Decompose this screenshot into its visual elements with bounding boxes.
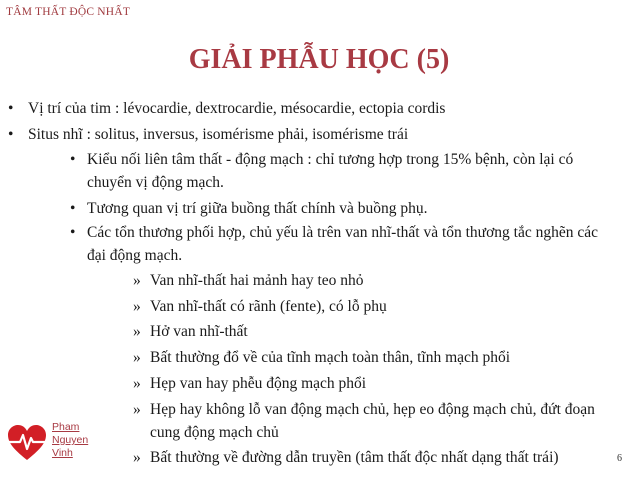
bullet-text: Van nhĩ-thất có rãnh (fente), có lỗ phụ	[150, 298, 387, 315]
bullet-text: Các tổn thương phối hợp, chủ yếu là trên van nhĩ-thất và tổn thương tắc nghẽn các đại động mạch.	[87, 224, 598, 264]
bullet-marker: •	[70, 200, 76, 217]
bullet-marker: »	[133, 272, 141, 289]
author-logo	[6, 421, 98, 467]
bullet-text: Hẹp hay không lỗ van động mạch chủ, hẹp eo động mạch chủ, đứt đoạn cung động mạch chủ	[150, 401, 595, 441]
logo-line: Nguyen	[52, 434, 89, 446]
logo-text	[52, 421, 88, 460]
logo-line: Pham	[52, 421, 80, 433]
bullet-text: Kiểu nối liên tâm thất - động mạch : chỉ tương hợp trong 15% bệnh, còn lại có chuyển vị động mạch.	[87, 151, 574, 191]
bullet-text: Situs nhĩ : solitus, inversus, isomérisme phải, isomérisme trái	[28, 126, 409, 143]
bullet-marker: »	[133, 323, 141, 340]
logo-line: Vinh	[52, 447, 73, 459]
bullet-marker: »	[133, 449, 141, 466]
bullet-marker: »	[133, 375, 141, 392]
bullet-text: Vị trí của tim : lévocardie, dextrocardie, mésocardie, ectopia cordis	[28, 100, 446, 117]
slide-title: GIẢI PHẪU HỌC (5)	[188, 44, 450, 75]
bullet-marker: •	[8, 126, 14, 143]
bullet-marker: »	[133, 298, 141, 315]
page-number: 6	[617, 453, 622, 464]
bullet-text: Bất thường về đường dẫn truyền (tâm thất độc nhất dạng thất trái)	[150, 449, 559, 466]
header-label: TÂM THẤT ĐỘC NHẤT	[6, 6, 131, 18]
bullet-text: Bất thường đổ về của tĩnh mạch toàn thân, tĩnh mạch phổi	[150, 349, 511, 366]
bullet-marker: »	[133, 401, 141, 418]
bullet-marker: •	[70, 151, 76, 168]
bullet-text: Hở van nhĩ-thất	[150, 323, 248, 340]
bullet-text: Hẹp van hay phễu động mạch phổi	[150, 375, 367, 392]
bullet-marker: •	[70, 224, 76, 241]
bullet-marker: »	[133, 349, 141, 366]
bullet-text: Tương quan vị trí giữa buồng thất chính và buồng phụ.	[87, 200, 428, 217]
heart-pulse-icon	[6, 423, 48, 463]
bullet-marker: •	[8, 100, 14, 117]
bullet-text: Van nhĩ-thất hai mảnh hay teo nhỏ	[150, 272, 364, 289]
